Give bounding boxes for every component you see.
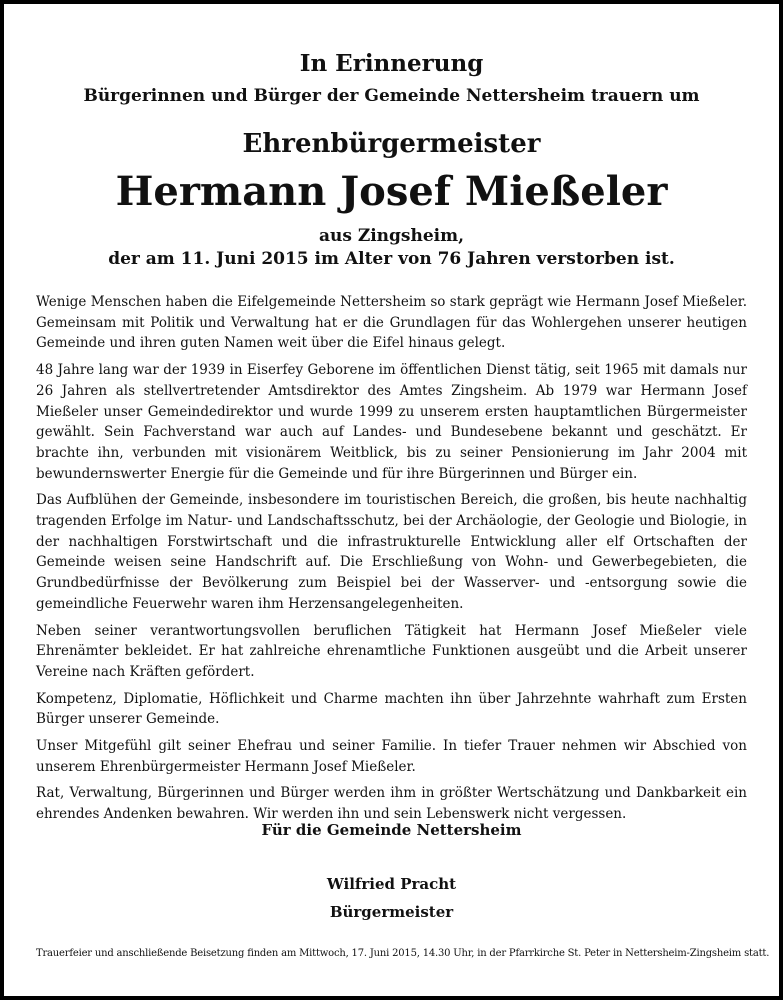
body-paragraph: Kompetenz, Diplomatie, Höflichkeit und Charme machten ihn über Jahrzehnte wahrhaft zum Ersten Bürger unserer Gemeinde.	[36, 690, 747, 728]
deceased-name: Hermann Josef Mießeler	[115, 168, 668, 215]
heading-mourners: Bürgerinnen und Bürger der Gemeinde Nettersheim trauern um	[83, 86, 700, 106]
signer-name: Wilfried Pracht	[326, 875, 457, 893]
body-paragraph: Rat, Verwaltung, Bürgerinnen und Bürger werden ihm in größter Wertschätzung und Dankbarkeit ein ehrendes Andenken bewahren. Wir werden ihn und sein Lebenswerk nicht vergessen.	[36, 785, 747, 823]
body-paragraph: 48 Jahre lang war der 1939 in Eiserfey Geborene im öffentlichen Dienst tätig, seit 1965 mit damals nur 26 Jahren als stellvertretender Amtsdirektor des Amtes Zingsheim. Ab 1979 war Hermann Josef Mießeler unser Gemeindedirektor und wurde 1999 zu unserem ersten hauptamtlichen Bürgermeister gewählt. Sein Fachverstand war auch auf Landes- und Bundesebene bekannt und geschätzt. Er brachte ihn, verbunden mit visionärem Weitblick, bis zu seiner Pensionierung im Jahr 2004 mit bewundernswerter Energie für die Gemeinde und für ihre Bürgerinnen und Bürger ein.	[36, 362, 747, 482]
funeral-info: Trauerfeier und anschließende Beisetzung finden am Mittwoch, 17. Juni 2015, 14.30 Uhr, in der Pfarrkirche St. Peter in Nettersheim-Zingsheim statt.	[36, 948, 770, 959]
signer-role: Bürgermeister	[329, 903, 454, 921]
body-paragraph: Wenige Menschen haben die Eifelgemeinde Nettersheim so stark geprägt wie Hermann Josef Mießeler. Gemeinsam mit Politik und Verwaltung hat er die Grundlagen für das Wohlergehen unserer heutigen Gemeinde und ihren guten Namen weit über die Eifel hinaus gelegt.	[36, 294, 747, 352]
heading-in-memory: In Erinnerung	[299, 50, 484, 77]
body-paragraph: Unser Mitgefühl gilt seiner Ehefrau und seiner Familie. In tiefer Trauer nehmen wir Abschied von unserem Ehrenbürgermeister Hermann Josef Mießeler.	[36, 738, 747, 775]
obituary-body	[36, 292, 747, 831]
origin-line: aus Zingsheim,	[318, 226, 465, 246]
body-paragraph: Das Aufblühen der Gemeinde, insbesondere im touristischen Bereich, die großen, bis heute nachhaltig tragenden Erfolge im Natur- und Landschaftsschutz, bei der Archäologie, der Geologie und Biologie, in der nachhaltigen Forstwirtschaft und die infrastrukturelle Entwicklung aller elf Ortschaften der Gemeinde weisen seine Handschrift auf. Die Erschließung von Wohn- und Gewerbegebieten, die Grundbedürfnisse der Bevölkerung zum Beispiel bei der Wasserver- und -entsorgung sowie die gemeindliche Feuerwehr waren ihm Herzensangelegenheiten.	[36, 492, 747, 612]
signature-on-behalf: Für die Gemeinde Nettersheim	[261, 821, 522, 839]
death-line: der am 11. Juni 2015 im Alter von 76 Jahren verstorben ist.	[108, 249, 675, 269]
body-paragraph: Neben seiner verantwortungsvollen beruflichen Tätigkeit hat Hermann Josef Mießeler viele Ehrenämter bekleidet. Er hat zahlreiche ehrenamtliche Funktionen ausgeübt und die Arbeit unserer Vereine nach Kräften gefördert.	[36, 622, 747, 680]
honorary-title: Ehrenbürgermeister	[242, 129, 541, 159]
